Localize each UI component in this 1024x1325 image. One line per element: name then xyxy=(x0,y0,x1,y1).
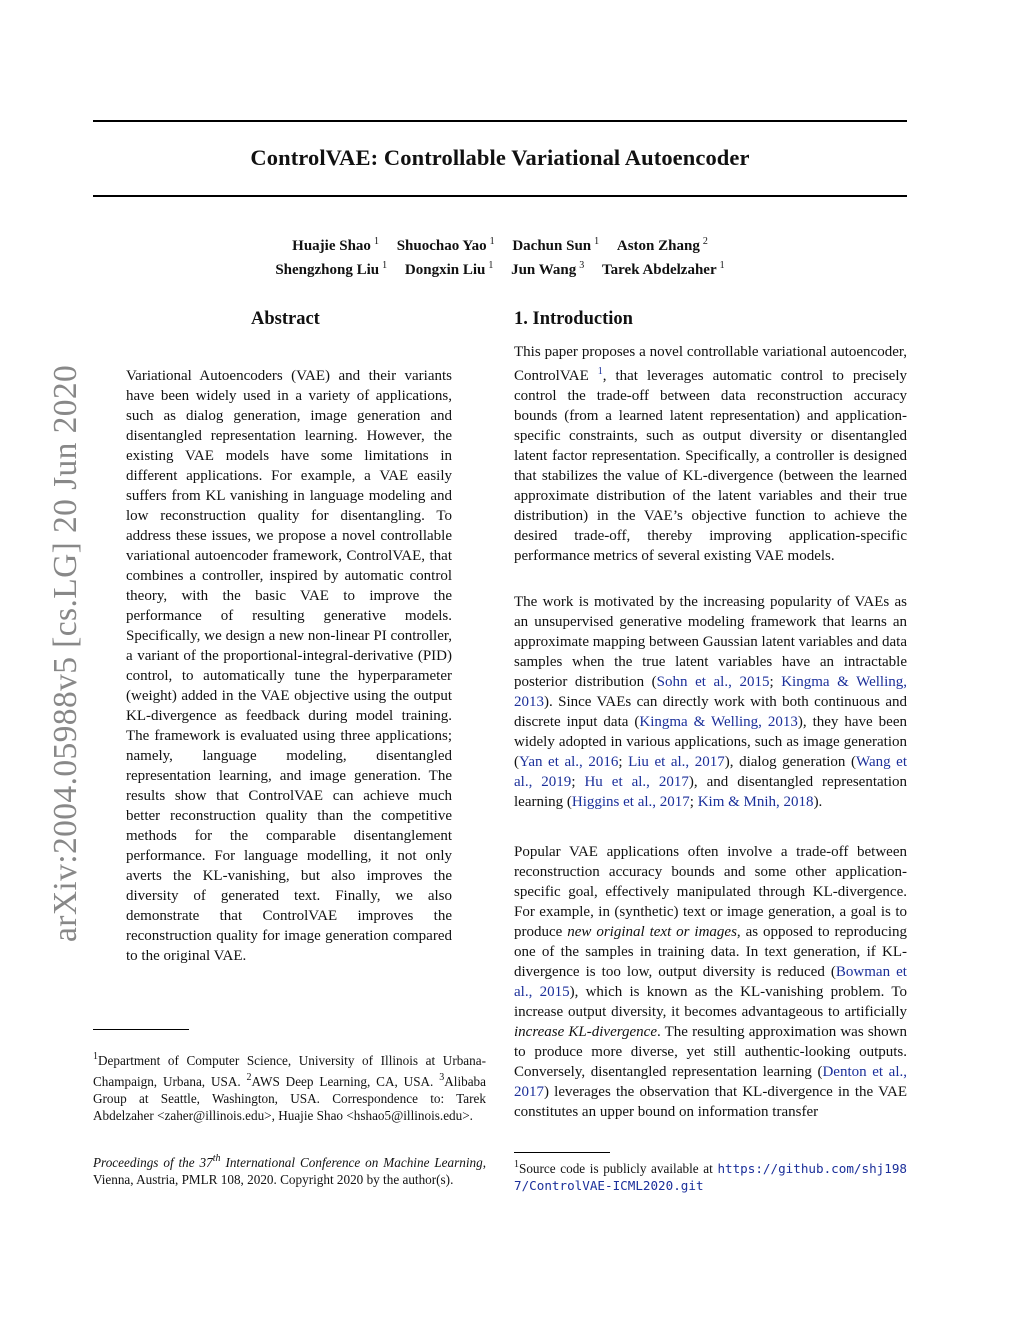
author-affiliation: 3 xyxy=(579,260,585,271)
author-name: Jun Wang xyxy=(511,262,577,278)
author-name: Shuochao Yao xyxy=(396,238,487,254)
citation-link[interactable]: Kingma & Welling, 2013 xyxy=(639,714,798,730)
paragraph-text: ; xyxy=(769,674,782,690)
proceedings-venue: International Conference on Machine Learning xyxy=(220,1155,483,1170)
paragraph-text: ; xyxy=(618,754,629,770)
author-row-1 xyxy=(93,232,907,256)
author xyxy=(511,262,584,278)
citation-link[interactable]: Wang et al., 2019 xyxy=(514,754,908,790)
author-name: Huajie Shao xyxy=(292,238,371,254)
citation-link[interactable]: Kim & Mnih, 2018 xyxy=(697,794,814,810)
ordinal-suffix: th xyxy=(212,1153,221,1164)
author xyxy=(512,238,599,254)
arxiv-identifier: arXiv:2004.05988v5 [cs.LG] 20 Jun 2020 xyxy=(47,364,84,942)
abstract-heading: Abstract xyxy=(251,309,320,329)
intro-paragraph-1 xyxy=(514,342,907,566)
author xyxy=(617,238,708,254)
paragraph-text: ) leverages the observation that KL-divergence in the VAE constitutes an upper bound on information transfer xyxy=(514,1084,907,1120)
author-name: Tarek Abdelzaher xyxy=(602,262,717,278)
author-affiliation: 1 xyxy=(488,260,494,271)
emphasis-text: new original text or images xyxy=(567,924,737,940)
paragraph-text: ), which is known as the KL-vanishing problem. To increase output diversity, it becomes advantageous to artificially xyxy=(514,984,907,1020)
citation-link[interactable]: Yan et al., 2016 xyxy=(519,754,619,770)
paragraph-text: ). xyxy=(813,794,823,810)
paragraph-text: ), dialog generation ( xyxy=(724,754,856,770)
source-code-footnote xyxy=(514,1156,907,1194)
paragraph-text: , that leverages automatic control to precisely control the trade-off between data reconstruction accuracy bounds (from a learned latent representation) and application-specific constraints, such as output diversity or disentangled latent factor representation. Specifically, a controller is designed that stabilizes the value of KL-divergence (between the learned approximate distribution of the latent variables and their true distribution) in the VAE’s objective function to achieve the desired trade-off, thereby improving application-specific performance metrics of several existing VAE models. xyxy=(514,368,908,564)
paragraph-text: This paper proposes a novel controllable variational autoencoder, ControlVAE xyxy=(514,344,907,384)
source-code-link[interactable]: https://github.com/shj1987/ControlVAE-ICML2020.git xyxy=(514,1161,907,1193)
intro-paragraph-2 xyxy=(514,592,907,812)
paragraph-text: ), and disentangled representation learning ( xyxy=(514,774,908,810)
affiliation-text: AWS Deep Learning, CA, USA. xyxy=(251,1074,440,1089)
affiliations-footnote xyxy=(93,1048,486,1124)
affiliation-text: Department of Computer Science, University of Illinois at Urbana-Champaign, Urbana, USA. xyxy=(93,1053,486,1089)
author-affiliation: 2 xyxy=(702,236,708,247)
paragraph-text: , as opposed to reproducing one of the samples in training data. In text generation, if KL-divergence is too low, output diversity is reduced ( xyxy=(514,924,907,980)
proceedings-footnote xyxy=(93,1150,486,1188)
intro-paragraph-3 xyxy=(514,842,907,1122)
paper-title: ControlVAE: Controllable Variational Autoencoder xyxy=(250,145,750,170)
proceedings-venue: Proceedings of the 37 xyxy=(93,1155,213,1170)
footnote-marker: 1 xyxy=(93,1051,98,1062)
citation-link[interactable]: Denton et al., 2017 xyxy=(514,1064,908,1100)
paragraph-text: ), they have been widely adopted in various applications, such as image generation ( xyxy=(514,714,907,770)
paragraph-text: ; xyxy=(689,794,698,810)
author xyxy=(405,262,493,278)
citation-link[interactable]: Hu et al., 2017 xyxy=(584,774,689,790)
citation-link[interactable]: Higgins et al., 2017 xyxy=(571,794,690,810)
paragraph-text: The work is motivated by the increasing popularity of VAEs as an unsupervised generative modeling framework that learns an approximate mapping between Gaussian latent variables and data samples when the true latent variables have an intractable posterior distribution ( xyxy=(514,594,907,690)
proceedings-details: , Vienna, Austria, PMLR 108, 2020. Copyright 2020 by the author(s). xyxy=(93,1155,486,1187)
abstract-body: Variational Autoencoders (VAE) and their variants have been widely used in a variety of applications, such as dialog generation, image generation and disentangled representation learning. However, the existing VAE models have some limitations in different applications. For example, a VAE easily suffers from KL vanishing in language modeling and low reconstruction quality for disentangling. To address these issues, we propose a novel controllable variational autoencoder framework, ControlVAE, that combines a controller, inspired by automatic control theory, with the basic VAE to improve the performance of resulting generative models. Specifically, we design a new non-linear PI controller, a variant of the proportional-integral-derivative (PID) control, to automatically tune the hyperparameter (weight) added in the VAE objective using the output KL-divergence as feedback during model training. The framework is evaluated using three applications; namely, language modeling, disentangled representation learning, and image generation. The results show that ControlVAE can achieve much better reconstruction quality than the competitive methods for the comparable disentanglement performance. For language modelling, it not only averts the KL-vanishing, but also improves the diversity of generated text. Finally, we also demonstrate that ControlVAE improves the reconstruction quality for image generation compared to the original VAE. xyxy=(126,368,452,964)
author-list xyxy=(93,232,907,280)
author-row-2 xyxy=(93,256,907,280)
emphasis-text: increase KL-divergence xyxy=(514,1024,657,1040)
footnote-marker: 1 xyxy=(514,1159,519,1170)
paragraph-text: . The resulting approximation was shown to produce more diverse, yet still authentic-looking outputs. Conversely, disentangled representation learning ( xyxy=(514,1024,907,1080)
footnote-rule-right xyxy=(514,1152,610,1153)
footnote-marker: 2 xyxy=(246,1072,252,1083)
author-name: Dachun Sun xyxy=(512,238,592,254)
citation-link[interactable]: Sohn et al., 2015 xyxy=(656,674,770,690)
author xyxy=(397,238,495,254)
footnote-marker: 3 xyxy=(439,1072,445,1083)
author-affiliation: 1 xyxy=(719,260,725,271)
citation-link[interactable]: Kingma & Welling, 2013 xyxy=(514,674,907,710)
author-name: Aston Zhang xyxy=(616,238,700,254)
paragraph-text: ; xyxy=(571,774,585,790)
author-name: Shengzhong Liu xyxy=(275,262,380,278)
author xyxy=(292,238,379,254)
title-rule-bottom xyxy=(93,195,907,197)
footnote-link[interactable]: 1 xyxy=(597,366,603,377)
footnote-rule-left xyxy=(93,1029,189,1030)
citation-link[interactable]: Bowman et al., 2015 xyxy=(514,964,907,1000)
paragraph-text: Popular VAE applications often involve a trade-off between reconstruction accuracy bounds and some other application-specific goal, effectively manipulated through KL-divergence. For example, in (synthetic) text or image generation, a goal is to produce xyxy=(514,844,907,940)
author-affiliation: 1 xyxy=(594,236,600,247)
author xyxy=(602,262,725,278)
paragraph-text: ). Since VAEs can directly work with both continuous and discrete input data ( xyxy=(514,694,907,730)
citation-link[interactable]: Liu et al., 2017 xyxy=(628,754,725,770)
title-rule-top xyxy=(93,120,907,122)
author-affiliation: 1 xyxy=(489,236,495,247)
affiliation-text: Alibaba Group at Seattle, Washington, USA. Correspondence to: Tarek Abdelzaher <zaher@illinois.edu>, Huajie Shao <hshao5@illinois.edu>. xyxy=(93,1074,486,1123)
author xyxy=(275,262,387,278)
author-affiliation: 1 xyxy=(373,236,379,247)
author-affiliation: 1 xyxy=(382,260,388,271)
introduction-heading: 1. Introduction xyxy=(514,309,633,329)
author-name: Dongxin Liu xyxy=(404,262,486,278)
footnote-text: Source code is publicly available at xyxy=(519,1161,718,1176)
